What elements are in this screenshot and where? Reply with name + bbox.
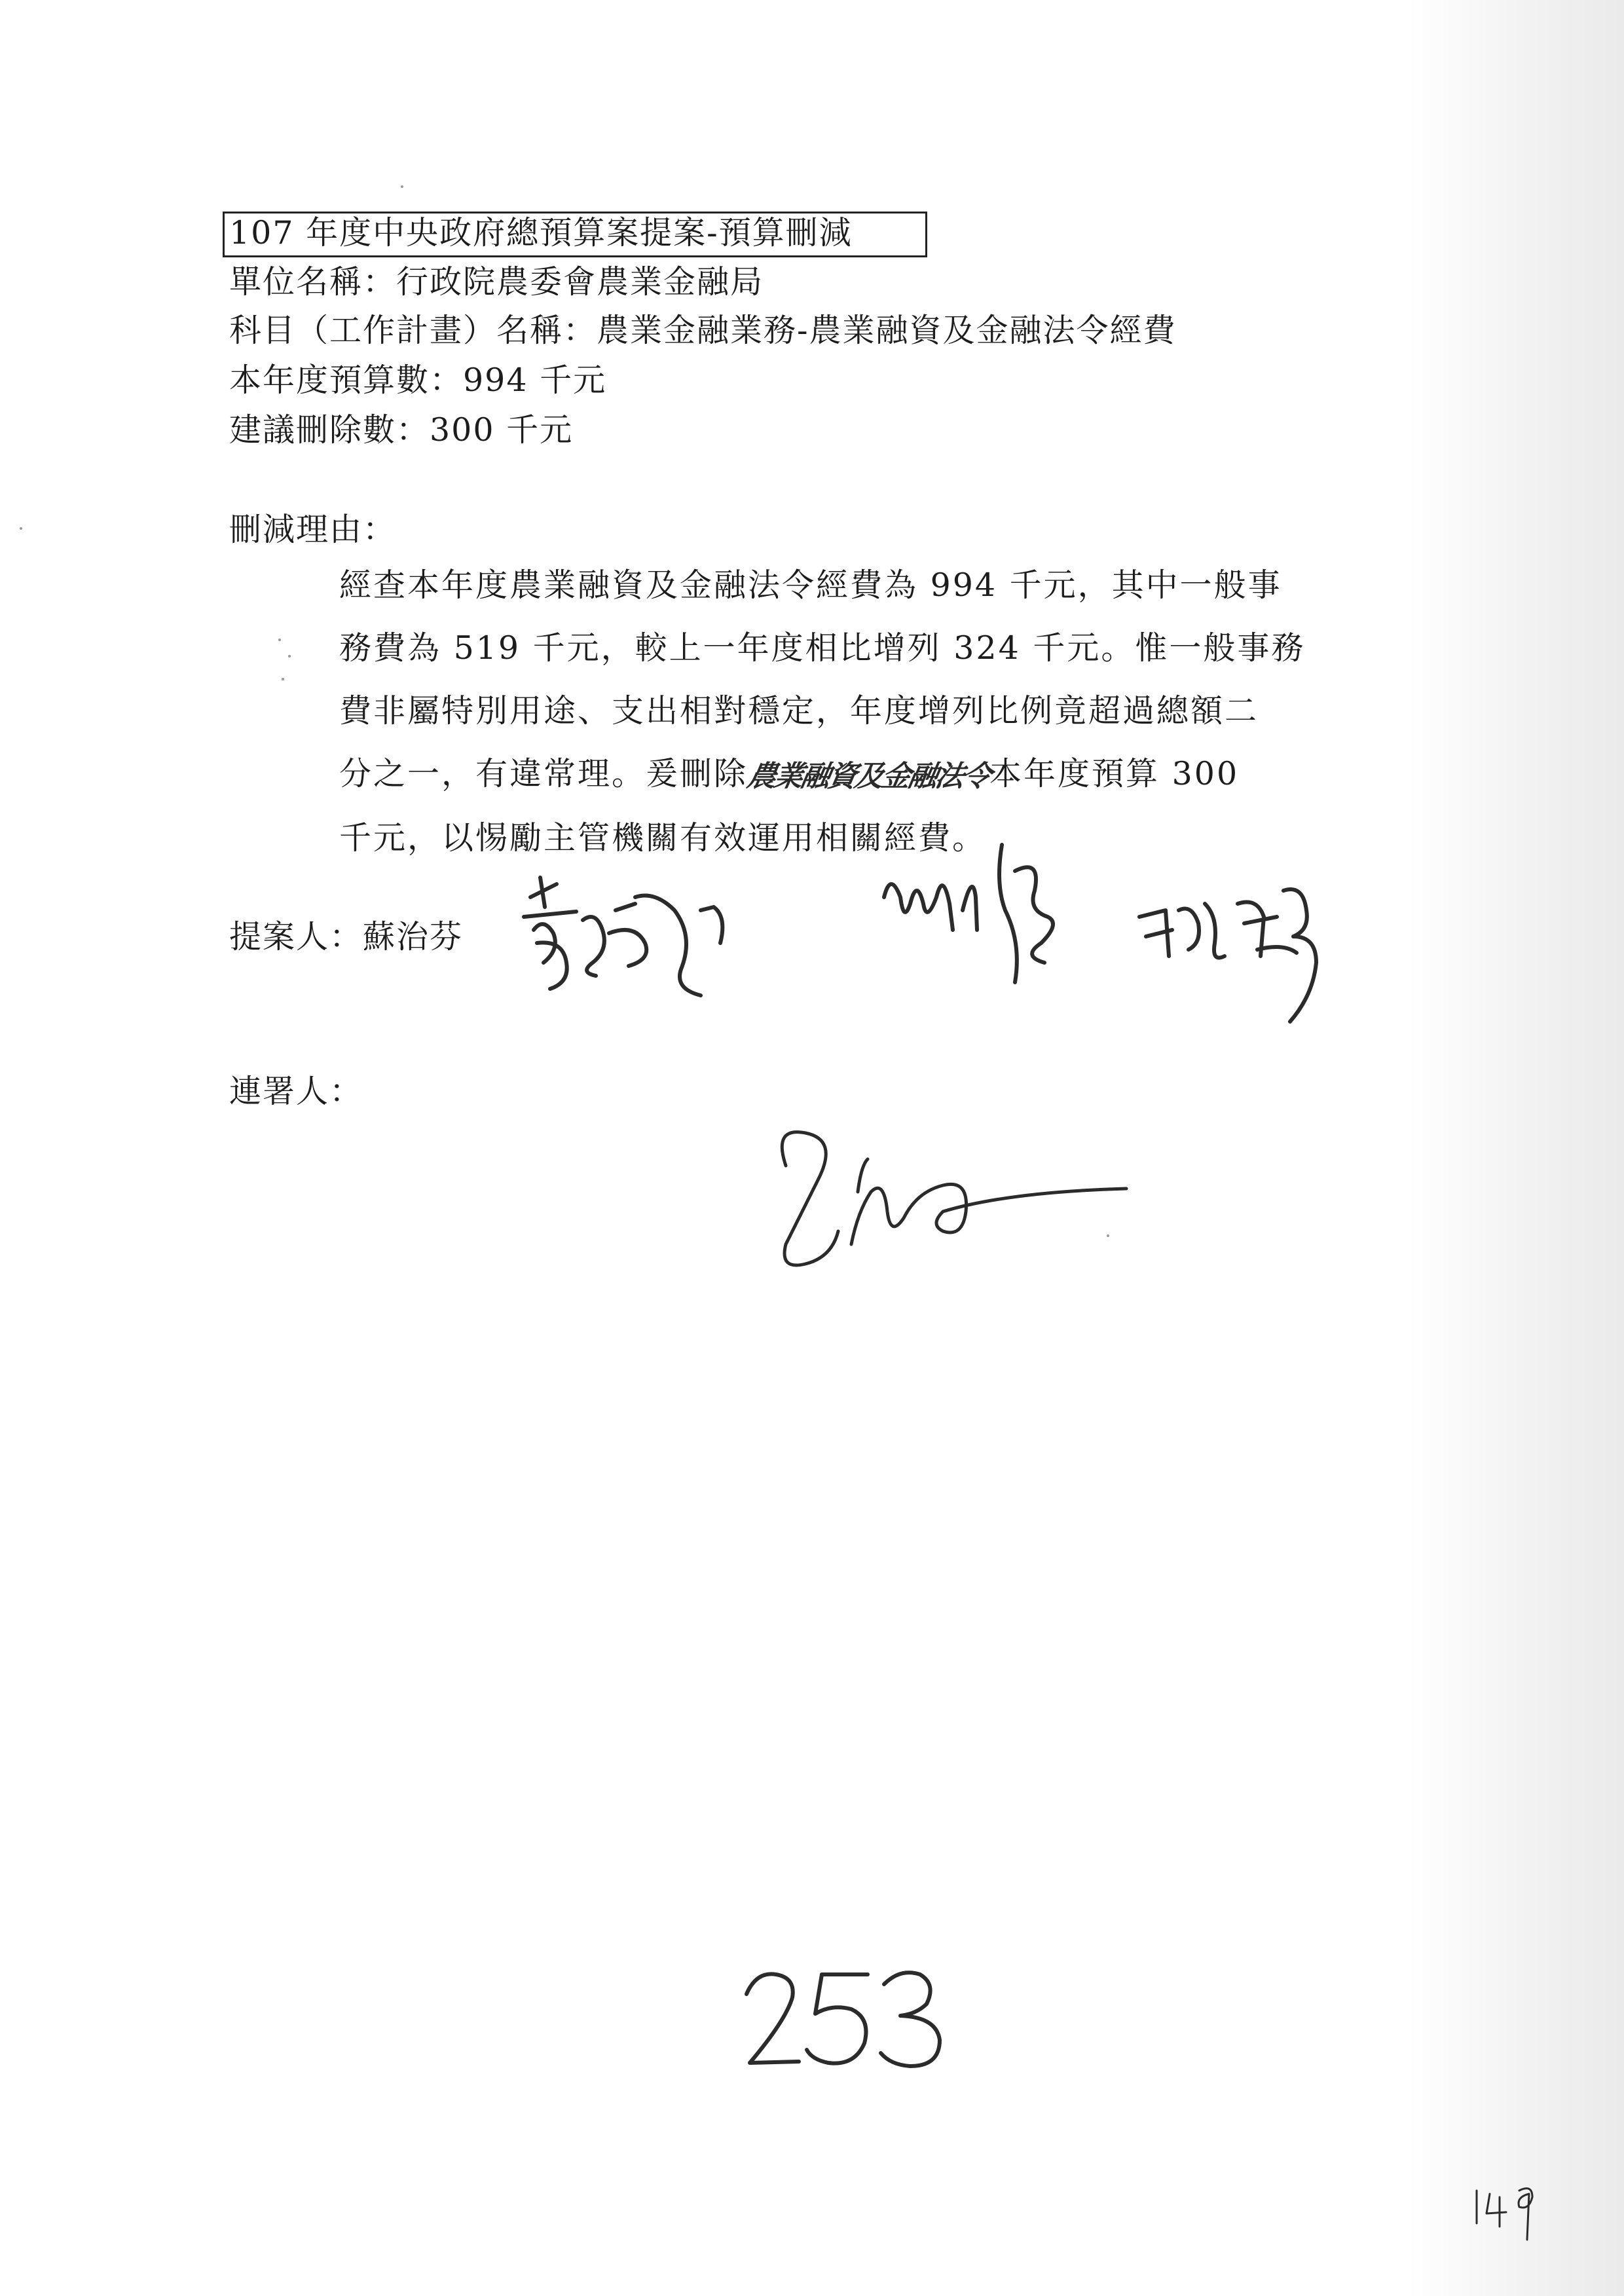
handwritten-insert: 農業融資及金融法令	[745, 760, 993, 793]
proposer-signature	[504, 871, 766, 1022]
scan-speck	[20, 527, 22, 530]
handwritten-page-number-253	[733, 1958, 956, 2089]
proposed-cut-field: 建議刪除數：300 千元	[229, 411, 574, 449]
page-number-text	[753, 1984, 766, 1991]
proposer-label-text: 提案人：	[229, 918, 363, 955]
scan-speck	[278, 639, 281, 641]
cosigner-signature	[1126, 864, 1375, 1035]
document-title: 107 年度中央政府總預算案提案-預算刪減	[229, 214, 853, 251]
reason-line: 費非屬特別用途、支出相對穩定，年度增列比例竟超過總額二	[339, 692, 1259, 730]
unit-name-field: 單位名稱：行政院農委會農業金融局	[229, 263, 764, 301]
subject-name-field: 科目（工作計畫）名稱：農業金融業務-農業融資及金融法令經費	[229, 312, 1177, 349]
reason-paragraph	[339, 554, 1348, 870]
reason-line: 千元，以惕勵主管機關有效運用相關經費。	[339, 819, 987, 857]
cosigner-signature	[864, 832, 1126, 1002]
scan-shading	[1408, 0, 1624, 2296]
scan-speck	[288, 655, 291, 657]
reason-line: 經查本年度農業融資及金融法令經費為 994 千元，其中一般事	[339, 566, 1282, 604]
sheet-number-text	[1473, 2187, 1486, 2194]
budget-amount-field: 本年度預算數：994 千元	[229, 361, 607, 399]
scan-speck	[282, 678, 284, 680]
reason-heading: 刪減理由：	[229, 511, 397, 548]
proposer-label	[229, 914, 463, 960]
handwritten-sheet-number-149	[1467, 2174, 1545, 2246]
reason-line-part: 分之一，有違常理。爰刪除	[339, 755, 748, 792]
scan-speck	[1107, 1234, 1109, 1237]
proposer-name: 蘇治芬	[363, 918, 464, 955]
cosigner-signature	[747, 1113, 1139, 1284]
cosigners-label: 連署人：	[229, 1073, 363, 1110]
reason-line-part: 本年度預算 300	[989, 755, 1240, 792]
reason-line: 務費為 519 千元，較上一年度相比增列 324 千元。惟一般事務	[339, 629, 1306, 667]
scan-speck	[401, 185, 403, 188]
reason-line-with-insert	[339, 743, 1348, 807]
